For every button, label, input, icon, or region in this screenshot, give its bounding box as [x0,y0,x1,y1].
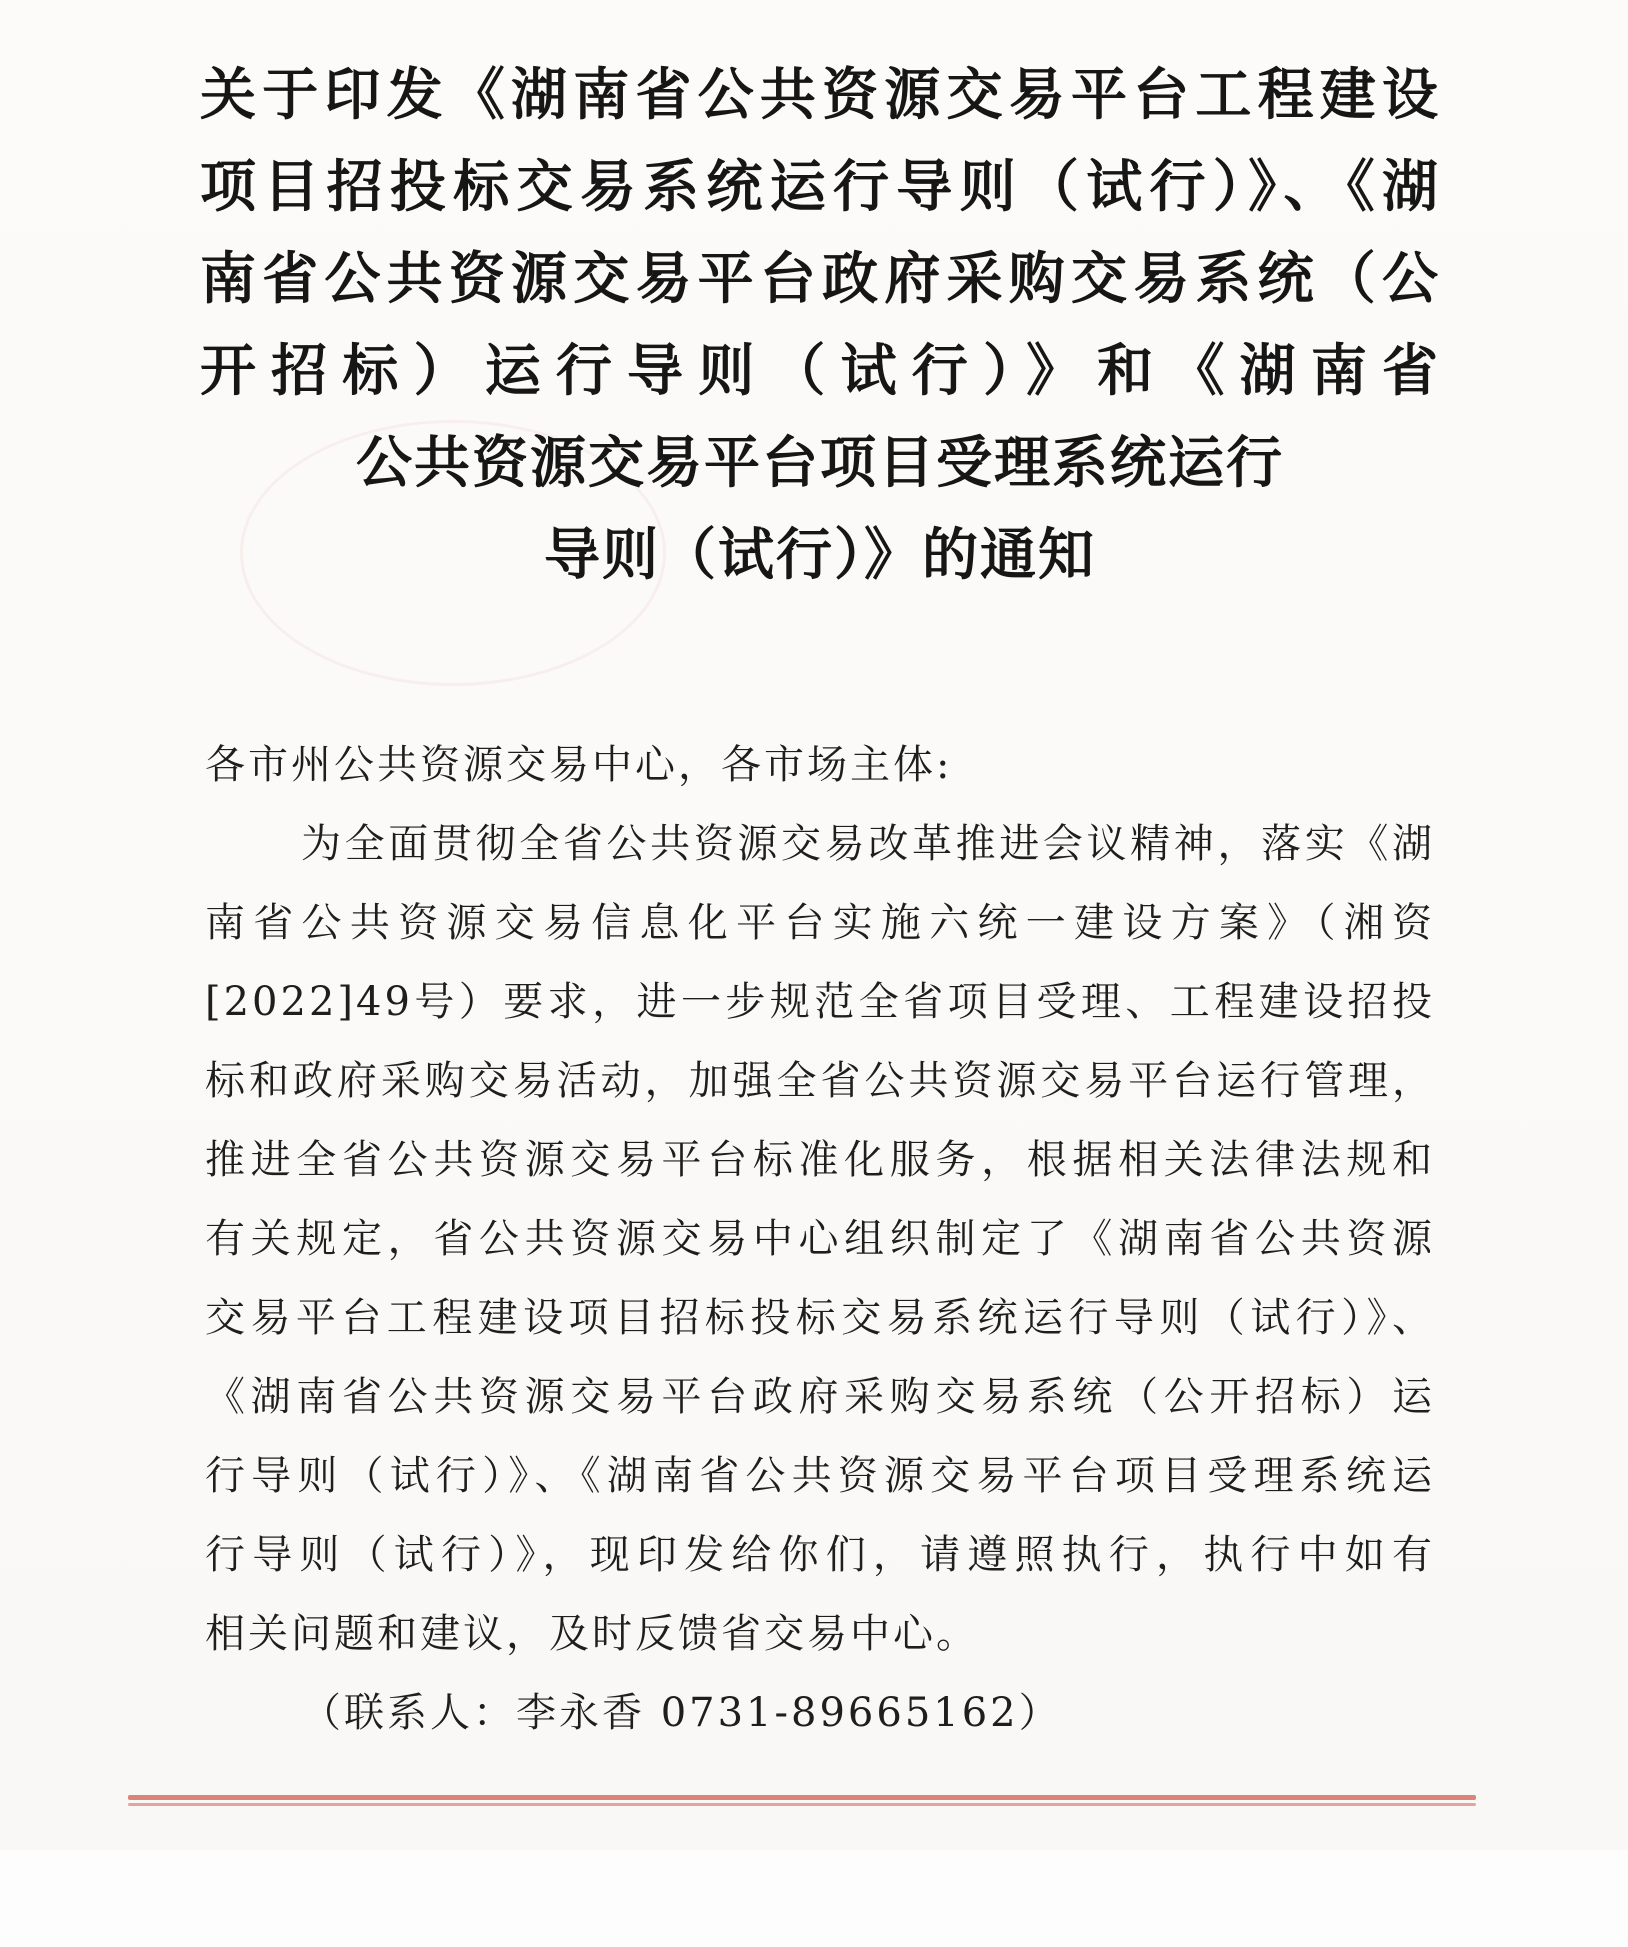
paragraph-line-10: 行导则（试行）》，现印发给你们，请遵照执行，执行中如有 [205,1532,1435,1578]
title-line-6: 导则（试行）》的通知 [544,523,1096,588]
page-bottom-margin [0,1850,1628,1947]
paragraph-line-3: [2022]49号）要求，进一步规范全省项目受理、工程建设招投 [205,979,1435,1025]
paragraph-line-5: 推进全省公共资源交易平台标准化服务，根据相关法律法规和 [205,1137,1435,1183]
paragraph-line-7: 交易平台工程建设项目招标投标交易系统运行导则（试行）》、 [205,1295,1435,1341]
red-divider-rule-shadow [128,1803,1476,1806]
paragraph-line-8: 《湖南省公共资源交易平台政府采购交易系统（公开招标）运 [205,1374,1435,1420]
paragraph-line-2: 南省公共资源交易信息化平台实施六统一建设方案》（湘资 [205,900,1435,946]
contact-line: （联系人：李永香 0731-89665162） [301,1690,1062,1736]
title-line-4: 开招标）运行导则（试行）》和《湖南省 [200,339,1440,404]
salutation: 各市州公共资源交易中心，各市场主体: [205,742,953,788]
paragraph-line-11: 相关问题和建议，及时反馈省交易中心。 [205,1611,979,1657]
red-divider-rule [128,1795,1476,1800]
paragraph-line-4: 标和政府采购交易活动，加强全省公共资源交易平台运行管理， [205,1058,1435,1104]
paragraph-line-6: 有关规定，省公共资源交易中心组织制定了《湖南省公共资源 [205,1216,1435,1262]
paragraph-line-9: 行导则（试行）》、《湖南省公共资源交易平台项目受理系统运 [205,1453,1435,1499]
document-title [200,50,1440,602]
title-line-1: 关于印发《湖南省公共资源交易平台工程建设 [200,63,1440,128]
title-line-5: 公共资源交易平台项目受理系统运行 [356,431,1284,496]
document-body [205,726,1435,1753]
title-line-2: 项目招投标交易系统运行导则（试行）》、《湖 [200,155,1440,220]
paragraph-line-1: 为全面贯彻全省公共资源交易改革推进会议精神，落实《湖 [301,821,1435,867]
title-line-3: 南省公共资源交易平台政府采购交易系统（公 [200,247,1440,312]
